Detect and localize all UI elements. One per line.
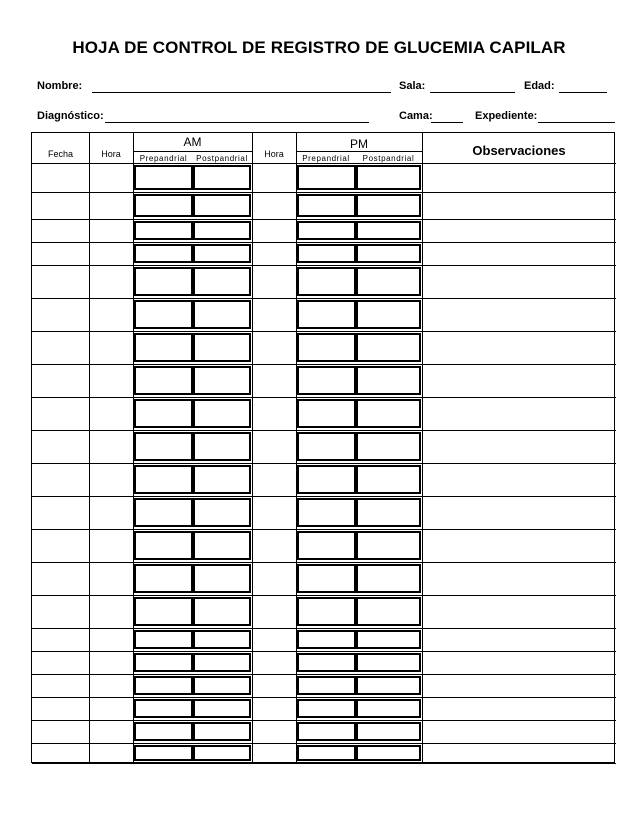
table-row-line [32,674,616,675]
nombre-field[interactable] [92,92,391,93]
pm-prepandrial-cell[interactable] [297,531,356,560]
table-row-line [32,628,616,629]
pm-prepandrial-cell[interactable] [297,399,356,428]
am-prepandrial-cell[interactable] [134,244,193,263]
pm-postpandrial-cell[interactable] [356,333,421,362]
sala-label: Sala: [399,80,426,92]
am-postpandrial-cell[interactable] [193,399,251,428]
am-postpandrial-cell[interactable] [193,300,251,329]
pm-prepandrial-cell[interactable] [297,333,356,362]
header-fecha: Fecha [47,149,73,159]
pm-prepandrial-cell[interactable] [297,722,356,741]
pm-postpandrial-cell[interactable] [356,194,421,217]
edad-field[interactable] [559,92,607,93]
am-postpandrial-cell[interactable] [193,630,251,649]
am-postpandrial-cell[interactable] [193,531,251,560]
am-postpandrial-cell[interactable] [193,221,251,240]
am-prepandrial-label: Prepandrial [139,154,188,163]
expediente-field[interactable] [538,122,615,123]
pm-prepandrial-cell[interactable] [297,165,356,190]
nombre-label: Nombre: [37,80,83,92]
pm-postpandrial-cell[interactable] [356,676,421,695]
pm-prepandrial-cell[interactable] [297,244,356,263]
am-prepandrial-cell[interactable] [134,267,193,296]
am-prepandrial-cell[interactable] [134,653,193,672]
pm-postpandrial-cell[interactable] [356,399,421,428]
table-row-line [32,595,616,596]
column-divider [252,133,253,762]
am-prepandrial-cell[interactable] [134,722,193,741]
pm-postpandrial-cell[interactable] [356,165,421,190]
cama-label: Cama: [399,110,433,122]
am-postpandrial-cell[interactable] [193,564,251,593]
header-hora-am: Hora [101,149,121,159]
am-prepandrial-cell[interactable] [134,221,193,240]
pm-postpandrial-cell[interactable] [356,597,421,626]
pm-prepandrial-cell[interactable] [297,300,356,329]
pm-postpandrial-cell[interactable] [356,531,421,560]
diagnostico-label: Diagnóstico: [37,110,104,122]
pm-postpandrial-cell[interactable] [356,221,421,240]
pm-prepandrial-cell[interactable] [297,597,356,626]
table-row-line [32,242,616,243]
am-postpandrial-cell[interactable] [193,676,251,695]
table-row-line [32,463,616,464]
pm-prepandrial-cell[interactable] [297,699,356,718]
cama-field[interactable] [431,122,463,123]
table-row-line [32,529,616,530]
sala-field[interactable] [430,92,515,93]
am-postpandrial-cell[interactable] [193,432,251,461]
pm-prepandrial-cell[interactable] [297,465,356,494]
pm-postpandrial-cell[interactable] [356,366,421,395]
header-observaciones: Observaciones [472,143,566,158]
table-row-line [32,651,616,652]
am-prepandrial-cell[interactable] [134,745,193,761]
page-title: HOJA DE CONTROL DE REGISTRO DE GLUCEMIA CAPILAR [72,38,566,57]
diagnostico-field[interactable] [105,122,369,123]
am-postpandrial-cell[interactable] [193,366,251,395]
header-am: AM [183,135,202,149]
pm-prepandrial-cell[interactable] [297,498,356,527]
am-postpandrial-cell[interactable] [193,165,251,190]
am-prepandrial-cell[interactable] [134,366,193,395]
am-prepandrial-cell[interactable] [134,597,193,626]
pm-postpandrial-cell[interactable] [356,267,421,296]
am-postpandrial-cell[interactable] [193,699,251,718]
table-row-line [32,720,616,721]
pm-prepandrial-cell[interactable] [297,221,356,240]
am-postpandrial-cell[interactable] [193,745,251,761]
pm-postpandrial-cell[interactable] [356,653,421,672]
pm-prepandrial-cell[interactable] [297,267,356,296]
table-row-line [32,219,616,220]
pm-postpandrial-cell[interactable] [356,630,421,649]
am-postpandrial-cell[interactable] [193,333,251,362]
edad-label: Edad: [524,80,555,92]
pm-prepandrial-cell[interactable] [297,676,356,695]
am-prepandrial-cell[interactable] [134,300,193,329]
pm-postpandrial-cell[interactable] [356,300,421,329]
am-postpandrial-cell[interactable] [193,194,251,217]
pm-postpandrial-cell[interactable] [356,465,421,494]
expediente-label: Expediente: [475,110,538,122]
table-row-line [32,298,616,299]
am-postpandrial-cell[interactable] [193,267,251,296]
am-prepandrial-cell[interactable] [134,498,193,527]
am-subheader-line [133,151,252,152]
pm-postpandrial-cell[interactable] [356,432,421,461]
am-prepandrial-cell[interactable] [134,630,193,649]
pm-prepandrial-cell[interactable] [297,630,356,649]
am-postpandrial-cell[interactable] [193,498,251,527]
header-pm: PM [350,137,368,151]
pm-prepandrial-cell[interactable] [297,745,356,761]
am-prepandrial-cell[interactable] [134,399,193,428]
am-postpandrial-cell[interactable] [193,722,251,741]
column-divider [422,133,423,762]
pm-prepandrial-cell[interactable] [297,194,356,217]
pm-prepandrial-label: Prepandrial [302,154,350,163]
table-row-line [32,163,616,164]
pm-prepandrial-cell[interactable] [297,366,356,395]
table-row-line [32,192,616,193]
am-prepandrial-cell[interactable] [134,194,193,217]
pm-prepandrial-cell[interactable] [297,432,356,461]
pm-postpandrial-cell[interactable] [356,244,421,263]
am-prepandrial-cell[interactable] [134,564,193,593]
table-row-line [32,397,616,398]
table-row-line [32,562,616,563]
am-prepandrial-cell[interactable] [134,676,193,695]
table-row-line [32,697,616,698]
am-prepandrial-cell[interactable] [134,165,193,190]
table-row-line [32,763,616,764]
table-row-line [32,743,616,744]
am-postpandrial-cell[interactable] [193,597,251,626]
am-prepandrial-cell[interactable] [134,699,193,718]
am-prepandrial-cell[interactable] [134,531,193,560]
pm-postpandrial-cell[interactable] [356,745,421,761]
pm-prepandrial-cell[interactable] [297,564,356,593]
pm-postpandrial-label: Postpandrial [362,154,415,163]
glucose-table [31,132,615,763]
am-postpandrial-label: Postpandrial [196,154,248,163]
table-row-line [32,364,616,365]
pm-subheader-line [296,151,422,152]
pm-postpandrial-cell[interactable] [356,722,421,741]
am-postpandrial-cell[interactable] [193,653,251,672]
pm-postpandrial-cell[interactable] [356,498,421,527]
table-row-line [32,430,616,431]
column-divider [89,133,90,762]
am-postpandrial-cell[interactable] [193,244,251,263]
table-row-line [32,331,616,332]
pm-postpandrial-cell[interactable] [356,699,421,718]
am-prepandrial-cell[interactable] [134,333,193,362]
pm-postpandrial-cell[interactable] [356,564,421,593]
am-prepandrial-cell[interactable] [134,465,193,494]
header-hora-pm: Hora [264,149,284,159]
am-postpandrial-cell[interactable] [193,465,251,494]
pm-prepandrial-cell[interactable] [297,653,356,672]
table-row-line [32,265,616,266]
table-row-line [32,496,616,497]
am-prepandrial-cell[interactable] [134,432,193,461]
